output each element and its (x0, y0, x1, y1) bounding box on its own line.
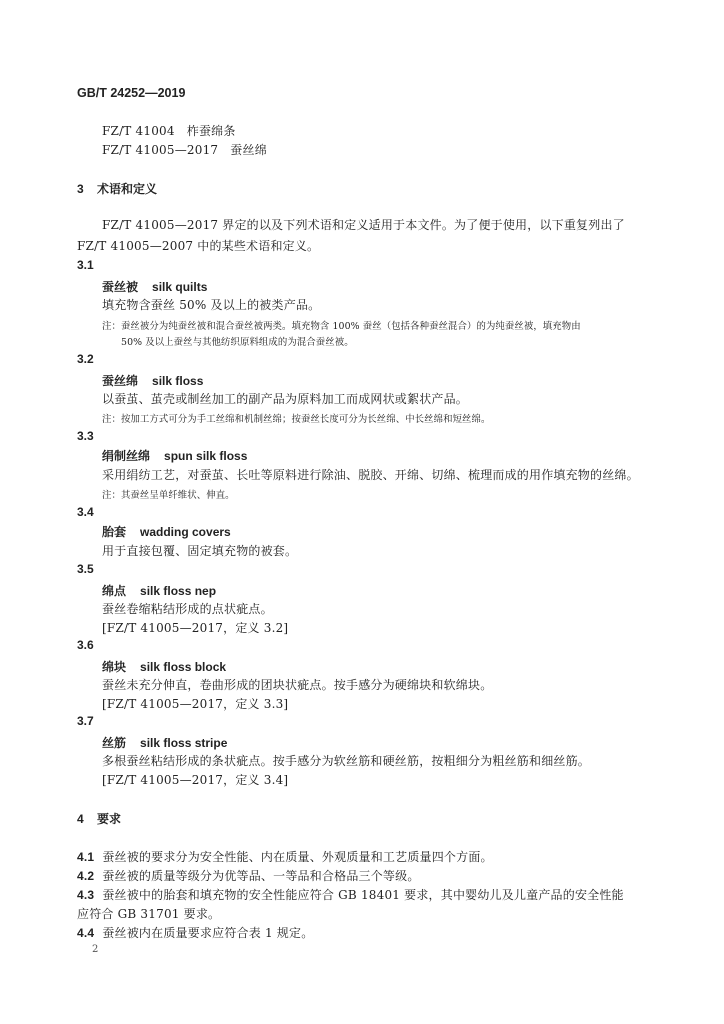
clause-text: 蚕丝被的要求分为安全性能、内在质量、外观质量和工艺质量四个方面。 (102, 850, 493, 864)
clause-continuation: 应符合 GB 31701 要求。 (77, 907, 221, 921)
term-definition: 蚕丝未充分伸直，卷曲形成的团块状疵点。按手感分为硬绵块和软绵块。 (102, 678, 493, 692)
term-number: 3.6 (77, 638, 94, 652)
term-number: 3.2 (77, 352, 94, 366)
reference-title: 柞蚕绵条 (186, 124, 236, 138)
clause-text: 蚕丝被中的胎套和填充物的安全性能应符合 GB 18401 要求，其中婴幼儿及儿童产品的安全性能 (102, 888, 624, 902)
clause (77, 886, 624, 903)
clause-text: 蚕丝被的质量等级分为优等品、一等品和合格品三个等级。 (102, 869, 420, 883)
section-number: 3 (77, 182, 84, 196)
term-number: 3.3 (77, 429, 94, 443)
reference-title: 蚕丝绵 (230, 143, 267, 157)
reference-item (102, 122, 236, 139)
page-number: 2 (92, 944, 99, 955)
term-en: silk floss block (140, 660, 227, 674)
section-heading (77, 810, 121, 827)
reference-item (102, 141, 267, 158)
term-name (102, 582, 216, 599)
term-name (102, 447, 247, 464)
term-definition: 多根蚕丝粘结形成的条状疵点。按手感分为软丝筋和硬丝筋，按粗细分为粗丝筋和细丝筋。 (102, 754, 591, 768)
term-name (102, 278, 207, 295)
clause-number: 4.2 (77, 869, 95, 883)
standard-number: GB/T 24252—2019 (77, 86, 186, 100)
term-number: 3.7 (77, 714, 94, 728)
term-en: silk quilts (152, 280, 208, 294)
term-en: silk floss (152, 374, 204, 388)
term-zh: 绵点 (102, 584, 127, 598)
term-zh: 蚕丝被 (102, 280, 139, 294)
term-en: spun silk floss (164, 449, 248, 463)
term-definition: 用于直接包覆、固定填充物的被套。 (102, 544, 298, 558)
term-source: [FZ/T 41005—2017，定义 3.4] (102, 773, 289, 787)
term-name (102, 372, 203, 389)
term-note: 注：蚕丝被分为纯蚕丝被和混合蚕丝被两类。填充物含 100% 蚕丝（包括各种蚕丝混合）的为纯蚕丝被，填充物由 (102, 321, 581, 332)
term-number: 3.1 (77, 258, 94, 272)
term-definition: 采用绢纺工艺，对蚕茧、长吐等原料进行除油、脱胶、开绵、切绵、梳理而成的用作填充物的丝绵。 (102, 468, 639, 482)
term-note: 注：按加工方式可分为手工丝绵和机制丝绵；按蚕丝长度可分为长丝绵、中长丝绵和短丝绵。 (102, 414, 491, 425)
term-definition: 填充物含蚕丝 50% 及以上的被类产品。 (102, 298, 321, 312)
clause (77, 867, 420, 884)
term-name (102, 523, 231, 540)
reference-code: FZ/T 41004 (102, 124, 175, 138)
term-en: silk floss nep (140, 584, 217, 598)
term-source: [FZ/T 41005—2017，定义 3.3] (102, 697, 289, 711)
term-note: 注：其蚕丝呈单纤维状、伸直。 (102, 490, 235, 501)
term-zh: 丝筋 (102, 736, 127, 750)
clause (77, 848, 493, 865)
section-title: 要求 (97, 812, 122, 826)
section-intro-line: FZ/T 41005—2017 界定的以及下列术语和定义适用于本文件。为了便于使用，以下重复列出了 (102, 218, 625, 232)
term-note: 50% 及以上蚕丝与其他纺织原料组成的为混合蚕丝被。 (121, 337, 354, 348)
term-zh: 胎套 (102, 525, 127, 539)
clause-text: 蚕丝被内在质量要求应符合表 1 规定。 (102, 926, 314, 940)
reference-code: FZ/T 41005—2017 (102, 143, 219, 157)
clause (77, 924, 313, 941)
term-number: 3.4 (77, 505, 94, 519)
term-en: silk floss stripe (140, 736, 228, 750)
term-definition: 蚕丝卷缩粘结形成的点状疵点。 (102, 602, 273, 616)
term-en: wadding covers (140, 525, 231, 539)
clause-number: 4.3 (77, 888, 95, 902)
section-number: 4 (77, 812, 84, 826)
term-zh: 绵块 (102, 660, 127, 674)
section-title: 术语和定义 (97, 182, 158, 196)
term-source: [FZ/T 41005—2017，定义 3.2] (102, 621, 289, 635)
section-heading (77, 180, 157, 197)
clause-number: 4.1 (77, 850, 95, 864)
section-intro-line: FZ/T 41005—2007 中的某些术语和定义。 (77, 239, 320, 253)
term-zh: 绢制丝绵 (102, 449, 151, 463)
term-name (102, 734, 227, 751)
term-name (102, 658, 226, 675)
term-definition: 以蚕茧、茧壳或制丝加工的副产品为原料加工而成网状或絮状产品。 (102, 392, 469, 406)
term-zh: 蚕丝绵 (102, 374, 139, 388)
clause-number: 4.4 (77, 926, 95, 940)
term-number: 3.5 (77, 562, 94, 576)
